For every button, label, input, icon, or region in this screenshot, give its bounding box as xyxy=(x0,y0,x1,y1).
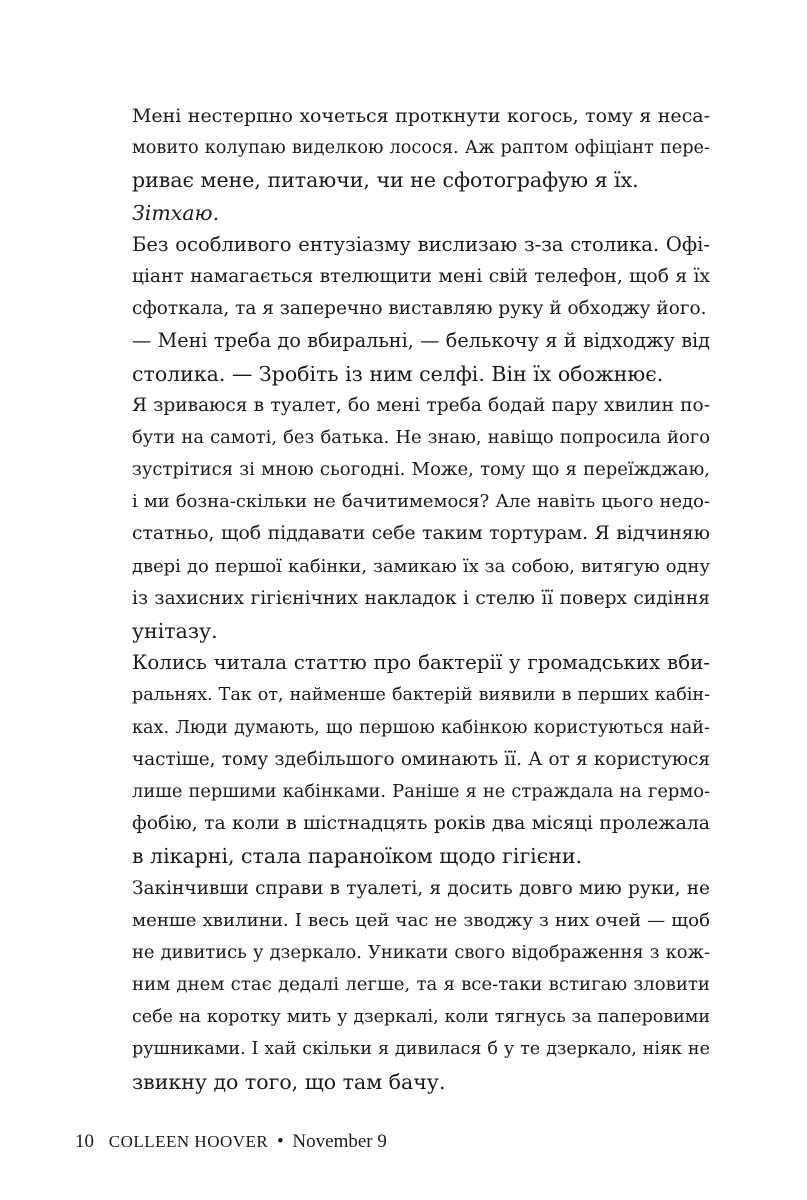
running-head-title: November 9 xyxy=(292,1131,387,1152)
text-line: себе на коротку мить у дзеркалі, коли тягнусь за паперовими xyxy=(132,1007,710,1028)
text-line: рушниками. І хай скільки я дивилася б у те дзеркало, ніяк не xyxy=(132,1039,710,1060)
text-line: Я зриваюся в туалет, бо мені треба бодай пару хвилин по- xyxy=(132,394,710,416)
text-line: двері до першої кабінки, замикаю їх за собою, витягую одну xyxy=(132,555,710,577)
text-line: ним днем стає дедалі легше, та я все-таки встигаю зловити xyxy=(132,974,710,996)
paragraph xyxy=(132,197,710,229)
text-line: столика. — Зробіть із ним селфі. Він їх обожнює. xyxy=(132,361,664,386)
text-line: із захисних гігієнічних накладок і стелю її поверх сидіння xyxy=(132,587,710,609)
text-line: в лікарні, стала параноїком щодо гігієни. xyxy=(132,844,583,869)
text-line: — Мені треба до вбиральні, — белькочу я й відходжу від xyxy=(132,329,710,353)
paragraph xyxy=(132,229,710,326)
text-line: менше хвилини. І весь цей час не зводжу з них очей — щоб xyxy=(132,909,710,931)
text-line: фобію, та коли в шістнадцять років два місяці пролежала xyxy=(132,813,710,835)
text-line: Закінчивши справи в туалеті, я досить довго мию руки, не xyxy=(132,877,710,899)
paragraph xyxy=(132,325,710,389)
text-line: унітазу. xyxy=(132,619,218,643)
text-line: Колись читала статтю про бактерії у громадських вби- xyxy=(132,651,710,675)
text-line: мовито колупаю виделкою лосося. Аж раптом офіціант пере- xyxy=(132,138,710,159)
text-line: Без особливого ентузіазму вислизаю з-за столика. Офі- xyxy=(132,232,710,256)
page-number: 10 xyxy=(75,1131,94,1152)
paragraph xyxy=(132,873,710,1098)
text-line: лише першими кабінками. Раніше я не страждала на гермо- xyxy=(132,780,710,802)
running-head-author: COLLEEN HOOVER xyxy=(108,1132,269,1151)
text-line: не дивитись у дзеркало. Уникати свого відображення з кож- xyxy=(132,941,710,963)
text-line: частіше, тому здебільшого оминають її. А от я користуюся xyxy=(132,748,710,770)
text-line: Мені нестерпно хочеться проткнути когось, тому я неса- xyxy=(132,105,710,127)
text-line: Зітхаю. xyxy=(132,200,220,225)
text-line: риває мене, питаючи, чи не сфотографую я їх. xyxy=(132,168,639,193)
paragraph xyxy=(132,100,710,197)
page-footer xyxy=(75,1131,387,1153)
text-line: статньо, щоб піддавати себе таким тортурам. Я відчиняю xyxy=(132,523,710,545)
text-line: звикну до того, що там бачу. xyxy=(132,1069,446,1094)
paragraph xyxy=(132,390,710,648)
body-text xyxy=(132,100,710,1098)
running-head-separator: • xyxy=(277,1131,284,1152)
text-line: ральнях. Так от, найменше бактерій виявили в перших кабін- xyxy=(132,685,710,706)
text-line: сфоткала, та я заперечно виставляю руку й обходжу його. xyxy=(132,298,707,320)
text-line: ціант намагається втелющити мені свій телефон, щоб я їх xyxy=(132,265,710,287)
paragraph xyxy=(132,647,710,872)
text-line: бути на самоті, без батька. Не знаю, навіщо попросила його xyxy=(132,426,710,448)
text-line: ках. Люди думають, що першою кабінкою користуються най- xyxy=(132,717,710,738)
text-line: і ми бозна-скільки не бачитимемося? Але навіть цього недо- xyxy=(132,491,710,513)
text-line: зустрітися зі мною сьогодні. Може, тому що я переїжджаю, xyxy=(132,459,710,481)
